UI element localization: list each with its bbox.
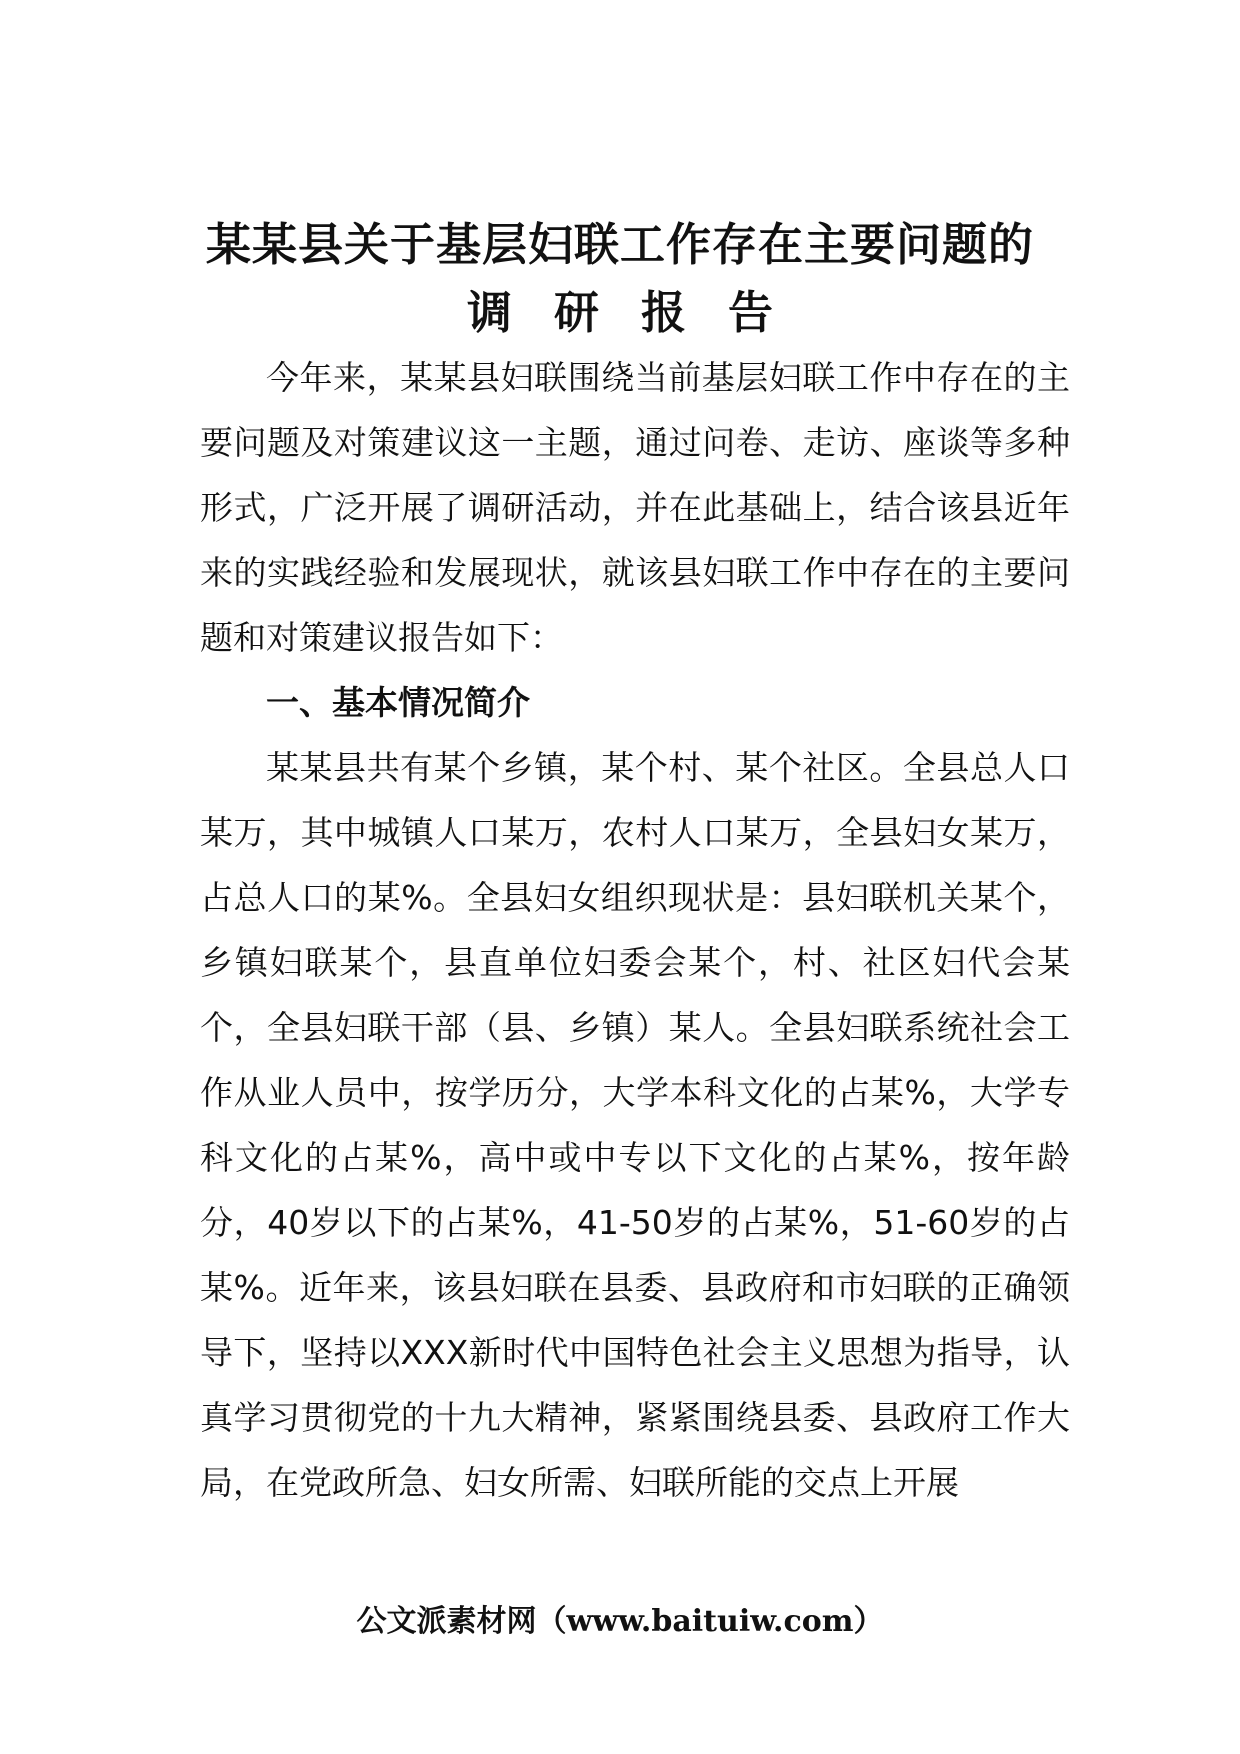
document-title-line2: 调研报告 (466, 286, 815, 339)
document-title-line1: 某某县关于基层妇联工作存在主要问题的 (205, 218, 1034, 271)
section-heading-basic-info: 一、基本情况简介 (266, 683, 530, 722)
basic-info-paragraph: 某某县共有某个乡镇，某个村、某个社区。全县总人口某万，其中城镇人口某万，农村人口某万，全县妇女某万，占总人口的某%。全县妇女组织现状是：县妇联机关某个，乡镇妇联某个，县直单位妇委会某个，村、社区妇代会某个，全县妇联干部（县、乡镇）某人。全县妇联系统社会工作从业人员中，按学历分，大学本科文化的占某%，大学专科文化的占某%，高中或中专以下文化的占某%，按年龄分，40岁以下的占某%，41-50岁的占某%，51-60岁的占某%。近年来，该县妇联在县委、县政府和市妇联的正确领导下，坚持以XXX新时代中国特色社会主义思想为指导，认真学习贯彻党的十九大精神，紧紧围绕县委、县政府工作大局，在党政所急、妇女所需、妇联所能的交点上开展 (200, 748, 1070, 1502)
intro-paragraph: 今年来，某某县妇联围绕当前基层妇联工作中存在的主要问题及对策建议这一主题，通过问卷、走访、座谈等多种形式，广泛开展了调研活动，并在此基础上，结合该县近年来的实践经验和发展现状，就该县妇联工作中存在的主要问题和对策建议报告如下： (200, 358, 1070, 657)
footer-watermark: 公文派素材网（www.baituiw.com） (356, 1604, 884, 1639)
